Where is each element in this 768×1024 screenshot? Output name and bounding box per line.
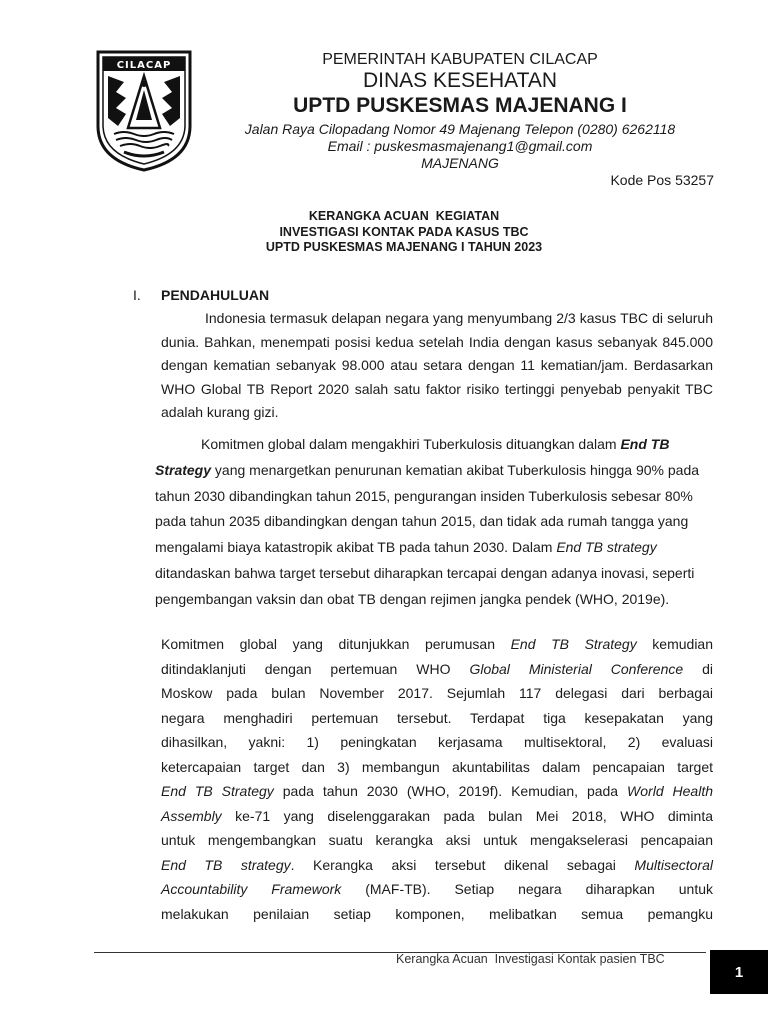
text-run: kemudian <box>636 636 713 652</box>
paragraph-2-text-c: yang menargetkan penurunan kematian akibat Tuberkulosis hingga 90% pada tahun 2030 dibandingkan tahun 2015, pengurangan insiden Tuberkulosis sebesar 80% pada tahun 2035 dibandingkan dengan tahun 2015, dan tidak ada rumah tangga yang mengalami biaya katastropik akibat TB pada tahun 2030. Dalam <box>155 461 700 556</box>
italic-run: End TB Strategy <box>161 783 274 799</box>
text-run: Komitmen global yang ditunjukkan perumusan <box>161 636 511 652</box>
section-number: I. <box>133 287 141 303</box>
text-run: (MAF-TB). Setiap negara diharapkan untuk <box>341 881 714 897</box>
paragraph-3-line: untuk mengembangkan suatu kerangka aksi untuk mengakselerasi pencapaian <box>161 832 713 848</box>
document-title <box>94 209 714 256</box>
paragraph-3-line <box>161 657 713 682</box>
title-line-3: UPTD PUSKESMAS MAJENANG I TAHUN 2023 <box>265 240 543 254</box>
italic-run: Assembly <box>161 807 222 824</box>
paragraph-3-line <box>161 853 713 878</box>
text-run: ditindaklanjuti dengan pertemuan WHO <box>161 660 470 677</box>
paragraph-3-line: Moskow pada bulan November 2017. Sejumlah 117 delegasi dari berbagai <box>161 685 713 701</box>
italic-run: Accountability Framework <box>161 881 342 897</box>
text-run: ke-71 yang diselenggarakan pada bulan Mei 2018, WHO diminta <box>221 807 713 824</box>
italic-run: Multisectoral <box>634 856 713 873</box>
paragraph-3-line: melakukan penilaian setiap komponen, melibatkan semua pemangku <box>161 905 713 922</box>
text-run: . Kerangka aksi tersebut dikenal sebagai <box>290 856 635 873</box>
paragraph-3-line <box>161 632 713 657</box>
paragraph-2-italic: End TB strategy <box>556 539 657 556</box>
letterhead <box>200 50 720 172</box>
logo-text: CILACAP <box>116 60 172 71</box>
institution-name: UPTD PUSKESMAS MAJENANG I <box>293 94 627 117</box>
paragraph-3-line <box>161 877 713 902</box>
cilacap-emblem-logo <box>94 48 194 174</box>
email-line: Email : puskesmasmajenang1@gmail.com <box>327 138 593 154</box>
department-name: DINAS KESEHATAN <box>362 69 558 92</box>
title-line-2: INVESTIGASI KONTAK PADA KASUS TBC <box>279 224 529 239</box>
city-line: MAJENANG <box>421 155 499 171</box>
paragraph-2-text-a: Komitmen global dalam mengakhiri Tuberkulosis dituangkan dalam <box>201 436 621 452</box>
paragraph-2-emphasis: End TB Strategy <box>155 436 670 478</box>
page-number: 1 <box>710 950 768 994</box>
text-run: pada tahun 2030 (WHO, 2019f). Kemudian, pada <box>273 783 628 799</box>
text-run: di <box>683 660 714 677</box>
paragraph-1-text: Indonesia termasuk delapan negara yang menyumbang 2/3 kasus TBC di seluruh dunia. Bahkan, menempati posisi kedua setelah India dengan kasus sebanyak 845.000 dengan kematian sebanyak 98.000 atau setara dengan 11 kematian/jam. Berdasarkan WHO Global TB Report 2020 salah satu faktor risiko tertinggi penyebab penyakit TBC adalah kurang gizi. <box>161 310 713 420</box>
italic-run: End TB Strategy <box>510 636 637 652</box>
italic-run: End TB strategy <box>161 856 291 873</box>
paragraph-3-line <box>161 804 713 829</box>
italic-run: World Health <box>627 783 714 799</box>
paragraph-3 <box>161 632 713 926</box>
title-line-1: KERANGKA ACUAN KEGIATAN <box>308 209 500 223</box>
paragraph-2-text-e: ditandaskan bahwa target tersebut diharapkan tercapai dengan adanya inovasi, seperti pengembangan vaksin dan obat TB dengan rejimen jangka pendek (WHO, 2019e). <box>155 564 695 607</box>
section-heading: PENDAHULUAN <box>161 287 270 303</box>
paragraph-3-line: negara menghadiri pertemuan tersebut. Terdapat tiga kesepakatan yang <box>161 709 713 726</box>
paragraph-1 <box>161 307 713 425</box>
paragraph-2 <box>155 432 715 613</box>
paragraph-3-line: ketercapaian target dan 3) membangun akuntabilitas dalam pencapaian target <box>161 758 713 775</box>
government-name: PEMERINTAH KABUPATEN CILACAP <box>322 51 598 68</box>
address-line: Jalan Raya Cilopadang Nomor 49 Majenang Telepon (0280) 6262118 <box>244 121 676 137</box>
paragraph-3-line <box>161 779 713 804</box>
paragraph-3-line: dihasilkan, yakni: 1) peningkatan kerjasama multisektoral, 2) evaluasi <box>161 734 713 750</box>
postcode: Kode Pos 53257 <box>610 172 714 188</box>
italic-run: Global Ministerial Conference <box>469 660 684 677</box>
footer-text: Kerangka Acuan Investigasi Kontak pasien TBC <box>396 952 665 966</box>
